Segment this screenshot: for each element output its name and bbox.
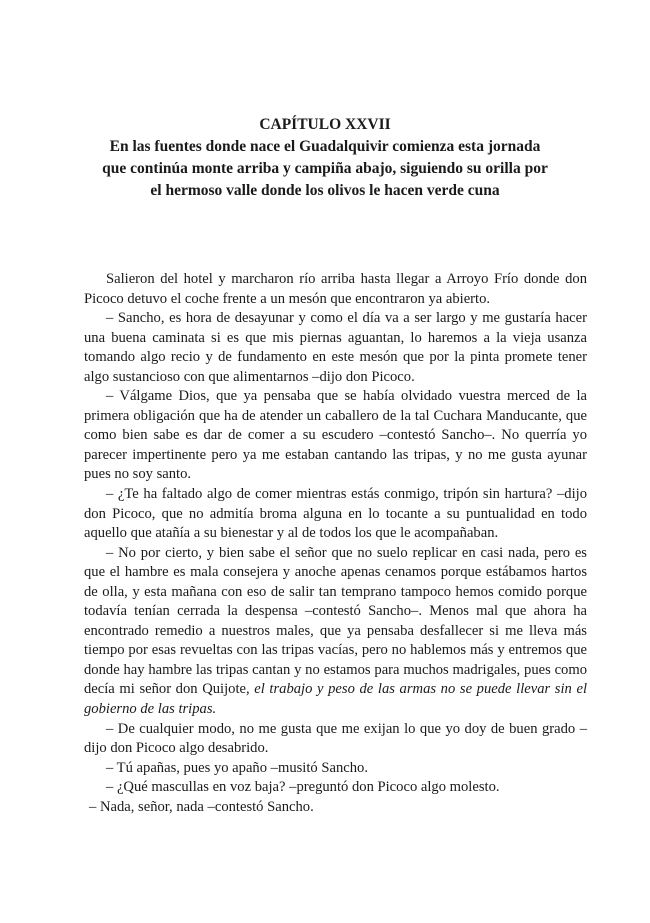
paragraph-with-quote (84, 544, 587, 720)
paragraph: – ¿Qué mascullas en voz baja? –preguntó don Picoco algo molesto. (106, 779, 500, 796)
chapter-subtitle-line: el hermoso valle donde los olivos le hacen verde cuna (150, 182, 500, 199)
chapter-heading (60, 114, 590, 202)
chapter-body (84, 270, 587, 817)
chapter-number: CAPÍTULO XXVII (259, 116, 391, 133)
paragraph: Salieron del hotel y marcharon río arriba hasta llegar a Arroyo Frío donde don Picoco detuvo el coche frente a un mesón que encontraron ya abierto. (84, 271, 587, 307)
chapter-subtitle-line: que continúa monte arriba y campiña abajo, siguiendo su orilla por (102, 160, 548, 177)
paragraph: – De cualquier modo, no me gusta que me exijan lo que yo doy de buen grado –dijo don Picoco algo desabrido. (84, 720, 587, 757)
paragraph: – Sancho, es hora de desayunar y como el día va a ser largo y me gustaría hacer una buena caminata si es que mis piernas aguantan, lo haremos a la vieja usanza tomando algo recio y de fundamento en este mesón que por la pinta promete tener algo sustancioso con que alimentarnos –dijo don Picoco. (84, 310, 587, 385)
paragraph: – ¿Te ha faltado algo de comer mientras estás conmigo, tripón sin hartura? –dijo don Picoco, que no admitía broma alguna en lo tocante a su puntualidad en todo aquello que atañía a su bienestar y al de todos los que le acompañaban. (84, 486, 587, 542)
chapter-subtitle-line: En las fuentes donde nace el Guadalquivir comienza esta jornada (109, 138, 541, 155)
quijote-quote: el trabajo y peso de las armas no se puede llevar sin el gobierno de las tripas. (84, 681, 587, 718)
paragraph: – Tú apañas, pues yo apaño –musitó Sancho. (106, 759, 368, 776)
paragraph: – Válgame Dios, que ya pensaba que se había olvidado vuestra merced de la primera obligación que ha de atender un caballero de la tal Cuchara Manducante, que como bien sabe es dar de comer a su escudero –contestó Sancho–. No querría yo parecer impertinente pero ya me estaban cantando las tripas, y no me gusta ayunar pues no soy santo. (84, 388, 587, 483)
paragraph: – Nada, señor, nada –contestó Sancho. (89, 798, 314, 815)
paragraph-text: – No por cierto, y bien sabe el señor que no suelo replicar en casi nada, pero es que el hambre es mala consejera y anoche apenas cenamos porque estábamos hartos de olla, y esta mañana con eso de salir tan temprano tampoco hemos comido porque todavía tenían cerrada la despensa –contestó Sancho–. Menos mal que ahora ha encontrado remedio a nuestros males, que ya pensaba desfallecer si me lleva más tiempo por esas revueltas con las tripas vacías, pero no hablemos más y entremos que donde hay hambre las tripas cantan y no estamos para muchos madrigales, pues como decía mi señor don Quijote, (84, 544, 587, 698)
